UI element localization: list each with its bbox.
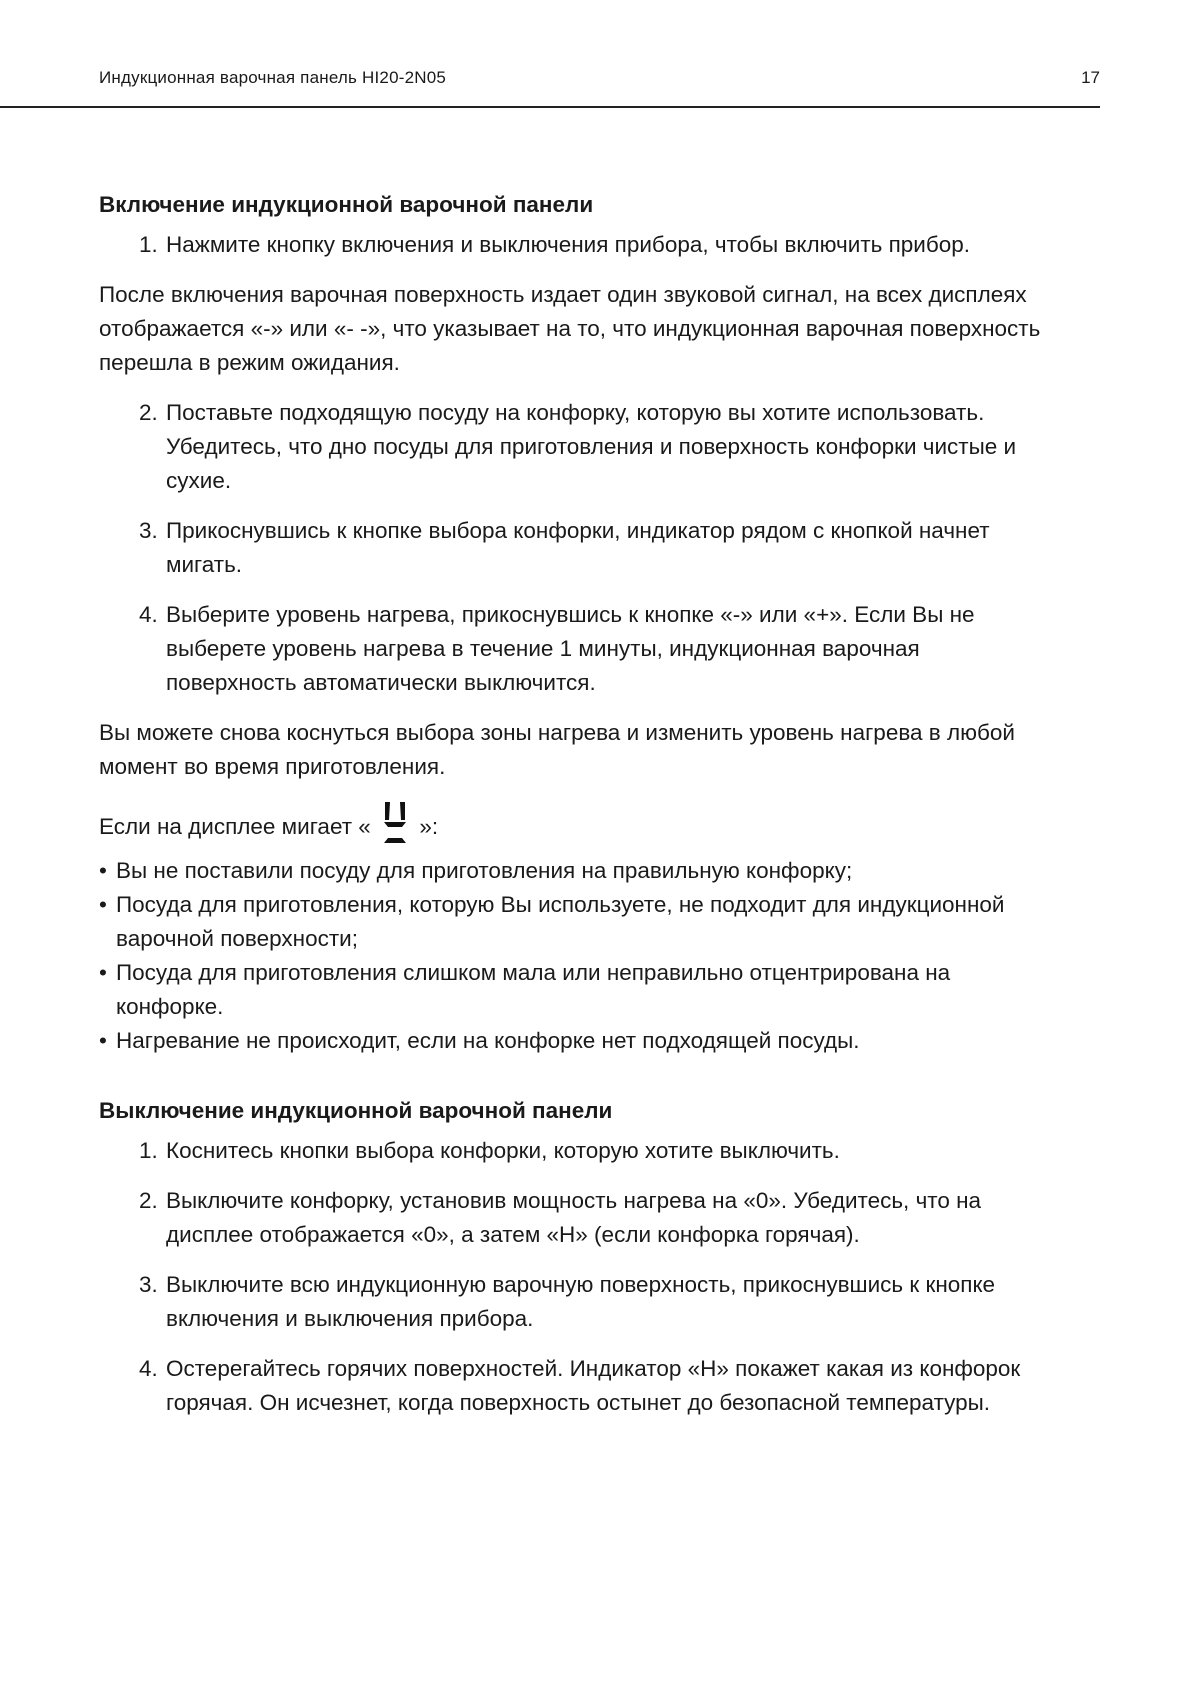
step-text: Нажмите кнопку включения и выключения прибора, чтобы включить прибор. xyxy=(166,232,971,257)
step-text: Поставьте подходящую посуду на конфорку, которую вы хотите использовать. Убедитесь, что дно посуды для приготовления и поверхность конфорки чистые и сухие. xyxy=(166,400,1017,493)
off-steps xyxy=(99,1134,1049,1420)
blink-line xyxy=(99,800,1049,854)
u-display-icon xyxy=(381,800,409,854)
step-number: 2. xyxy=(139,400,158,425)
section-heading-off: Выключение индукционной варочной панели xyxy=(99,1098,613,1123)
blink-reasons-list xyxy=(99,854,1049,1058)
step-text: Прикоснувшись к кнопке выбора конфорки, индикатор рядом с кнопкой начнет мигать. xyxy=(166,518,990,577)
section-heading-on: Включение индукционной варочной панели xyxy=(99,192,594,217)
on-steps xyxy=(99,396,1049,700)
list-item xyxy=(99,1184,1049,1252)
list-item xyxy=(99,1134,1049,1168)
step-number: 2. xyxy=(139,1188,158,1213)
step-text: Выключите конфорку, установив мощность нагрева на «0». Убедитесь, что на дисплее отображается «0», а затем «H» (если конфорка горячая). xyxy=(166,1188,982,1247)
step-text: Выберите уровень нагрева, прикоснувшись к кнопке «-» или «+». Если Вы не выберете уровень нагрева в течение 1 минуты, индукционная варочная поверхность автоматически выключится. xyxy=(166,602,975,695)
standby-paragraph: После включения варочная поверхность издает один звуковой сигнал, на всех дисплеях отображается «-» или «- -», что указывает на то, что индукционная варочная поверхность перешла в режим ожидания. xyxy=(99,282,1041,375)
blink-suffix: »: xyxy=(419,814,439,839)
step-number: 4. xyxy=(139,1356,158,1381)
on-steps-first xyxy=(99,228,1049,262)
step-number: 1. xyxy=(139,1138,158,1163)
list-item xyxy=(99,598,1049,700)
step-number: 3. xyxy=(139,1272,158,1297)
list-item xyxy=(99,514,1049,582)
list-item: • Посуда для приготовления, которую Вы используете, не подходит для индукционной варочной поверхности; xyxy=(99,888,1049,956)
list-item: • Нагревание не происходит, если на конфорке нет подходящей посуды. xyxy=(99,1024,1049,1058)
page-number: 17 xyxy=(1081,68,1100,87)
page-content xyxy=(99,188,1049,1436)
step-number: 4. xyxy=(139,602,158,627)
step-number: 3. xyxy=(139,518,158,543)
list-item xyxy=(99,396,1049,498)
step-number: 1. xyxy=(139,232,158,257)
step-text: Остерегайтесь горячих поверхностей. Индикатор «H» покажет какая из конфорок горячая. Он исчезнет, когда поверхность остынет до безопасной температуры. xyxy=(166,1356,1021,1415)
list-item xyxy=(99,228,1049,262)
running-header xyxy=(0,0,1100,108)
step-text: Коснитесь кнопки выбора конфорки, которую хотите выключить. xyxy=(166,1138,840,1163)
list-item: • Вы не поставили посуду для приготовления на правильную конфорку; xyxy=(99,854,1049,888)
list-item xyxy=(99,1268,1049,1336)
list-item: • Посуда для приготовления слишком мала или неправильно отцентрирована на конфорке. xyxy=(99,956,1049,1024)
step-text: Выключите всю индукционную варочную поверхность, прикоснувшись к кнопке включения и выключения прибора. xyxy=(166,1272,996,1331)
blink-prefix: Если на дисплее мигает « xyxy=(99,814,371,839)
header-title: Индукционная варочная панель HI20-2N05 xyxy=(99,68,447,87)
list-item xyxy=(99,1352,1049,1420)
change-level-paragraph: Вы можете снова коснуться выбора зоны нагрева и изменить уровень нагрева в любой момент во время приготовления. xyxy=(99,720,1015,779)
